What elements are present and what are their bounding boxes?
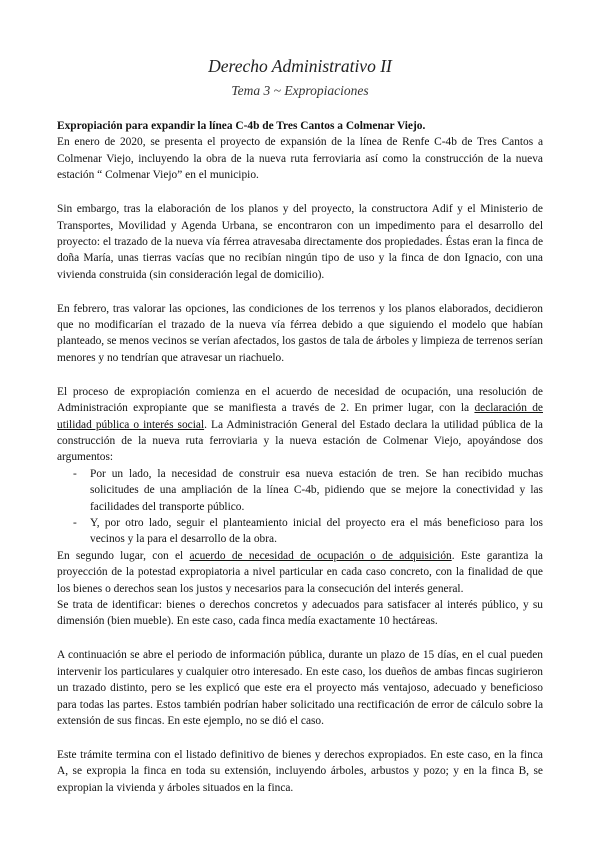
list-item: - Y, por otro lado, seguir el planteamiento inicial del proyecto era el más beneficioso para los vecinos y la para el desarrollo de la obra.: [90, 515, 543, 548]
list-item: - Por un lado, la necesidad de construir esa nueva estación de tren. Se han recibido muchas solicitudes de una ampliación de la línea C-4b, pidiendo que se mejore la conectividad y las facilidades del transporte público.: [90, 466, 543, 515]
paragraph-4-text-a: El proceso de expropiación comienza en el acuerdo de necesidad de ocupación, una resolución de Administración expropiante que se manifiesta a través de 2. En primer lugar, con la: [57, 385, 543, 415]
acuerdo-necesidad-ocupacion-term: acuerdo de necesidad de ocupación o de adquisición: [189, 549, 452, 562]
paragraph-4: [57, 384, 543, 466]
paragraph-5: [57, 548, 543, 597]
paragraph-5-text-a: En segundo lugar, con el: [57, 549, 190, 562]
paragraph-5-text-b: . Este garantiza la proyección de la potestad expropiatoria a nivel particular en cada caso concreto, con la finalidad de que los bienes o derechos sean los justos y necesarios para la consecución del interés general.: [57, 549, 543, 595]
paragraph-6: Se trata de identificar: bienes o derechos concretos y adecuados para satisfacer al interés público, y su dimensión (bien mueble). En este caso, cada finca medía exactamente 10 hectáreas.: [57, 599, 543, 628]
argument-list: [57, 466, 543, 548]
paragraph-3: En febrero, tras valorar las opciones, las condiciones de los terrenos y los planos elaborados, decidieron que no modificarían el trazado de la nueva vía férrea debido a que siguiendo el modelo que habían planteado, se menos vecinos se verían afectados, los gastos de tala de árboles y limpieza de terrenos serían menores y no tendrían que atravesar un riachuelo.: [57, 302, 543, 364]
paragraph-4-text-b: . La Administración General del Estado declara la utilidad pública de la construcción de la nueva ruta ferroviaria y la nueva estación de Colmenar Viejo, apoyándose dos argumentos:: [57, 418, 543, 464]
document-title: Derecho Administrativo II: [208, 56, 392, 76]
document-body: [57, 118, 543, 796]
paragraph-8: Este trámite termina con el listado definitivo de bienes y derechos expropiados. En este caso, en la finca A, se expropia la finca en toda su extensión, incluyendo árboles, arbustos y pozo; y en la finca B, se expropian la vivienda y árboles situados en la finca.: [57, 748, 543, 794]
section-heading: Expropiación para expandir la línea C-4b de Tres Cantos a Colmenar Viejo.: [57, 120, 426, 132]
paragraph-1: En enero de 2020, se presenta el proyecto de expansión de la línea de Renfe C-4b de Tres Cantos a Colmenar Viejo, incluyendo la obra de la nueva ruta ferroviaria así como la construcción de la nueva estación “ Colmenar Viejo” en el municipio.: [57, 136, 543, 182]
document-subtitle: Tema 3 ~ Expropiaciones: [231, 83, 369, 98]
paragraph-2: Sin embargo, tras la elaboración de los planos y del proyecto, la constructora Adif y el Ministerio de Transportes, Movilidad y Agenda Urbana, se encontraron con un impedimento para el desarrollo del proyecto: el trazado de la nueva vía férrea atravesaba directamente dos propiedades. Éstas eran la finca de doña María, unas tierras vacías que no recibían ningún tipo de uso y la finca de don Ignacio, con una vivienda construida (sin consideración legal de domicilio).: [57, 203, 543, 281]
declaracion-utilidad-publica-term: declaración de utilidad pública o interés social: [57, 402, 543, 431]
paragraph-7: A continuación se abre el periodo de información pública, durante un plazo de 15 días, en el cual pueden intervenir los particulares y cualquier otro interesado. En este caso, los dueños de ambas fincas sugirieron un trazado distinto, pero se les explicó que este era el proyecto más ventajoso, adecuado y beneficioso para todas las partes. Estos también podrían haber solicitado una rectificación de error de cálculo sobre la extensión de sus fincas. En este ejemplo, no se dió el caso.: [57, 649, 543, 727]
